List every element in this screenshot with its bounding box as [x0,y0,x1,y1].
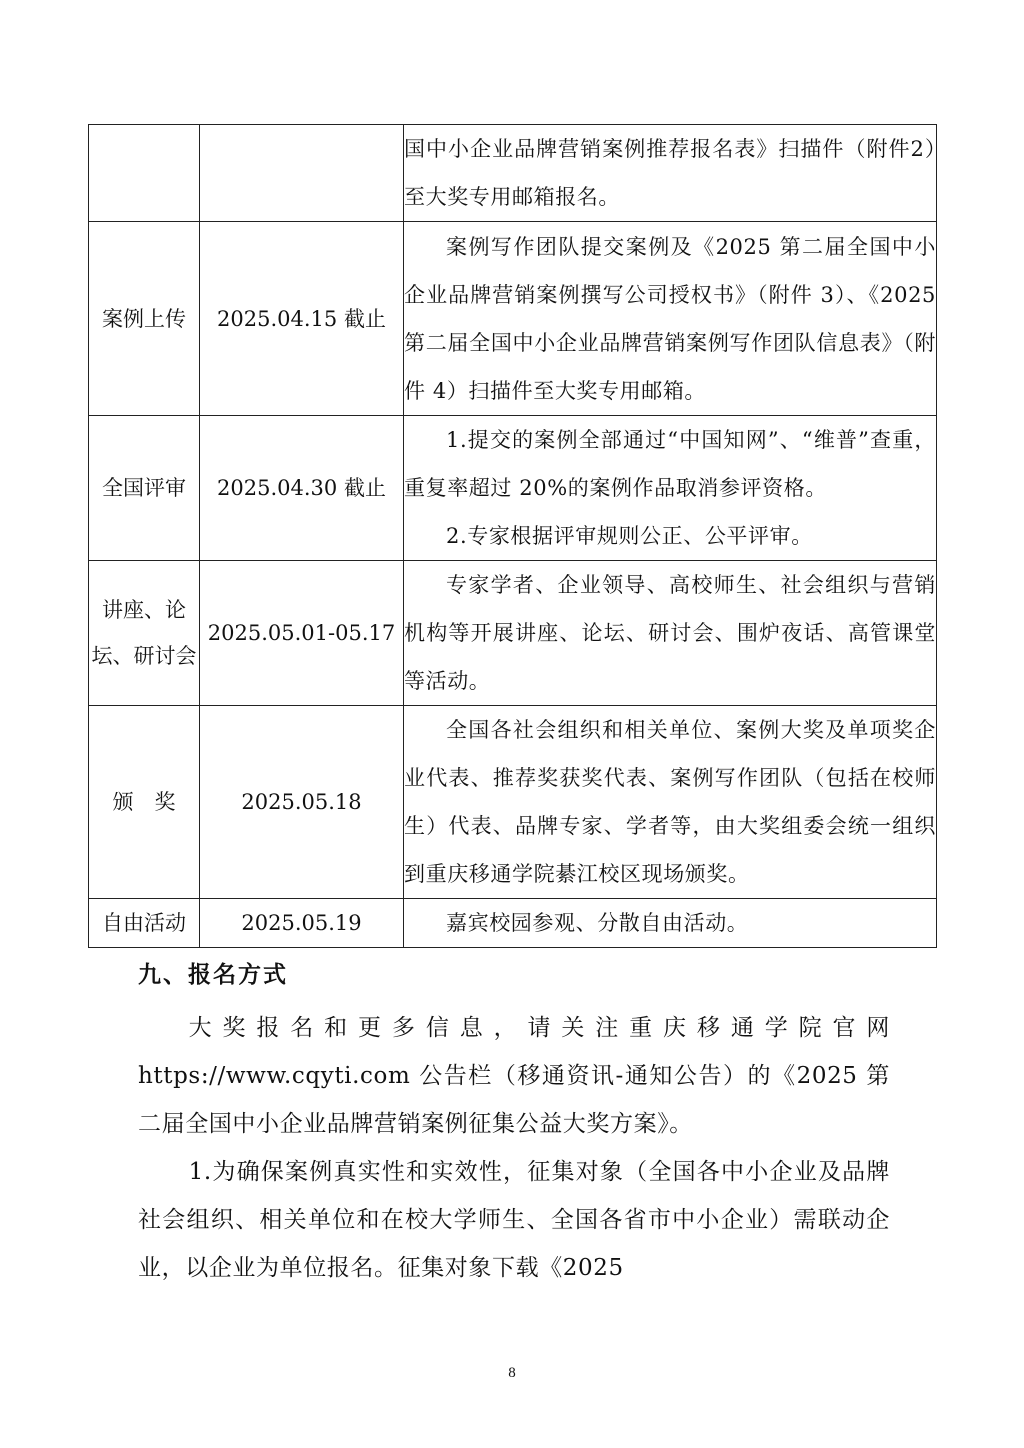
description-paragraph: 案例写作团队提交案例及《2025 第二届全国中小企业品牌营销案例撰写公司授权书》（附件 3）、《2025 第二届全国中小企业品牌营销案例写作团队信息表》（附件 4）扫描件至大奖专用邮箱。 [404,234,936,403]
description-cell [404,899,937,948]
description-paragraph: 全国各社会组织和相关单位、案例大奖及单项奖企业代表、推荐奖获奖代表、案例写作团队（包括在校师生）代表、品牌专家、学者等，由大奖组委会统一组织到重庆移通学院綦江校区现场颁奖。 [404,718,936,886]
date-cell: 2025.05.18 [200,706,404,899]
description-paragraph: 1.提交的案例全部通过“中国知网”、“维普”查重，重复率超过 20%的案例作品取消参评资格。 [404,428,936,500]
date-cell: 2025.04.30 截止 [200,416,404,561]
section-heading: 九、报名方式 [138,961,288,988]
body-paragraph: 大奖报名和更多信息，请关注重庆移通学院官网 https://www.cqyti.com 公告栏（移通资讯-通知公告）的《2025 第二届全国中小企业品牌营销案例征集公益大奖方案》。 [138,1015,890,1137]
date-cell: 2025.05.01-05.17 [200,561,404,706]
stage-cell: 颁 奖 [89,706,200,899]
table-row [89,416,937,561]
description-cell [404,222,937,416]
date-cell: 2025.04.15 截止 [200,222,404,416]
description-paragraph: 2.专家根据评审规则公正、公平评审。 [446,524,813,548]
schedule-table [88,124,937,948]
table-row [89,706,937,899]
stage-cell: 案例上传 [89,222,200,416]
stage-cell: 全国评审 [89,416,200,561]
table-row [89,899,937,948]
stage-cell [89,125,200,222]
body-paragraph: 1.为确保案例真实性和实效性，征集对象（全国各中小企业及品牌社会组织、相关单位和在校大学师生、全国各省市中小企业）需联动企业，以企业为单位报名。征集对象下载《2025 [138,1159,890,1281]
table-row [89,222,937,416]
description-paragraph: 嘉宾校园参观、分散自由活动。 [446,911,749,935]
table-row [89,561,937,706]
description-cell [404,561,937,706]
page-number: 8 [508,1365,516,1381]
section-body [138,1004,890,1292]
description-cell [404,416,937,561]
date-cell: 2025.05.19 [200,899,404,948]
description-cell [404,125,937,222]
stage-cell: 自由活动 [89,899,200,948]
table-row [89,125,937,222]
description-paragraph: 专家学者、企业领导、高校师生、社会组织与营销机构等开展讲座、论坛、研讨会、围炉夜话、高管课堂等活动。 [404,573,936,693]
date-cell [200,125,404,222]
stage-cell: 讲座、论坛、研讨会 [89,561,200,706]
description-paragraph: 国中小企业品牌营销案例推荐报名表》扫描件（附件2）至大奖专用邮箱报名。 [404,137,936,209]
description-cell [404,706,937,899]
